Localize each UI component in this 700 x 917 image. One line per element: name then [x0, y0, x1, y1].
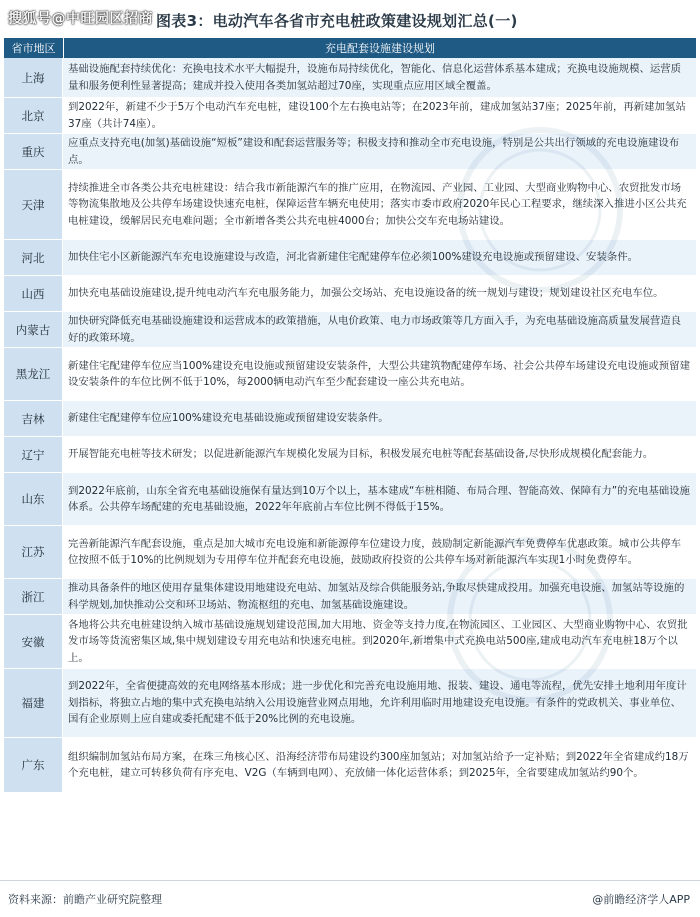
region-cell: 广东 [4, 738, 63, 792]
region-cell: 重庆 [4, 134, 63, 169]
table-row [4, 437, 696, 473]
table-row [4, 276, 696, 312]
plan-cell: 应重点支持充电(加氢)基础设施“短板”建设和配套运营服务等；积极支持和推动全市充电设施，特别是公共出行领域的充电设施建设布点。 [63, 134, 696, 169]
header-plan: 充电配套设施建设规划 [325, 42, 435, 55]
brand-label: @前瞻经济学人APP [592, 893, 690, 906]
chart-title: 图表3：电动汽车各省市充电桩政策建设规划汇总(一) [156, 12, 518, 30]
table-row [4, 615, 696, 669]
plan-cell: 加快充电基础设施建设,提升纯电动汽车充电服务能力，加强公交场站、充电设施设备的统一规划与建设；规划建设社区充电车位。 [63, 276, 696, 311]
table-row [4, 348, 696, 401]
header-region: 省市地区 [4, 38, 64, 58]
sohu-watermark: 搜狐号@中旺园区招商 [8, 11, 153, 27]
plan-cell: 到2022年，全省便捷高效的充电网络基本形成；进一步优化和完善充电设施用地、报装、建设、通电等流程，优先安排土地利用年度计划指标，将独立占地的集中式充换电站纳入公用设施营业网点用地，允许利用临时用地建设充电设施。有条件的党政机关、事业单位、国有企业原则上应自建或委托配建不低于20%比例的充电设施。 [63, 669, 696, 737]
region-cell: 山西 [4, 276, 63, 311]
region-cell: 上海 [4, 58, 63, 97]
brand-mark [592, 891, 690, 907]
table-row [4, 669, 696, 738]
table-row [4, 240, 696, 276]
plan-cell: 组织编制加氢站布局方案，在珠三角核心区、沿海经济带布局建设约300座加氢站；对加氢站给予一定补贴；到2022年全省建成约18万个充电桩，建立可转移负荷有序充电、V2G（车辆到电网）、充放储一体化运营体系；到2025年，全省要建成加氢站约90个。 [63, 738, 696, 792]
footer [0, 880, 700, 917]
table-row [4, 98, 696, 134]
region-cell: 内蒙古 [4, 312, 63, 347]
region-cell: 山东 [4, 473, 63, 525]
plan-cell: 开展智能充电桩等技术研发；以促进新能源汽车规模化发展为目标，积极发展充电桩等配套基础设备,尽快形成规模化配套能力。 [63, 437, 696, 472]
table-row [4, 738, 696, 793]
plan-cell: 到2022年底前，山东全省充电基础设施保有量达到10万个以上，基本建成“车桩相随、布局合理、智能高效、保障有力”的充电基础设施体系。公共停车场配建的充电基础设施，2022年年底前占车位比例不得低于15%。 [63, 473, 696, 525]
region-cell: 天津 [4, 170, 63, 239]
plan-cell: 新建住宅配建停车位应100%建设充电基础设施或预留建设安装条件。 [63, 401, 696, 436]
table-row [4, 579, 696, 615]
table-row [4, 473, 696, 526]
plan-cell: 各地将公共充电桩建设纳入城市基础设施规划建设范围,加大用地、资金等支持力度,在物流园区、工业园区、大型商业购物中心、农贸批发市场等货流密集区域,集中规划建设专用充电站和快速充电桩。到2020年,新增集中式充换电站500座,建成电动汽车充电桩18万个以上。 [63, 615, 696, 668]
region-cell: 北京 [4, 98, 63, 133]
plan-cell: 完善新能源汽车配套设施，重点是加大城市充电设施和新能源停车位建设力度，鼓励制定新能源汽车免费停车优惠政策。城市公共停车位按照不低于10%的比例规划为专用停车位并配套充电设施，鼓励政府投资的公共停车场对新能源汽车实现1小时免费停车。 [63, 526, 696, 578]
plan-cell: 新建住宅配建停车位应当100%建设充电设施或预留建设安装条件，大型公共建筑物配建停车场、社会公共停车场建设充电设施或预留建设安装条件的车位比例不低于10%，每2000辆电动汽车至少配套建设一座公共充电站。 [63, 348, 696, 400]
table-row [4, 526, 696, 579]
region-cell: 福建 [4, 669, 63, 737]
table-header [4, 38, 696, 58]
source-note: 资料来源：前瞻产业研究院整理 [8, 893, 162, 906]
table-body [4, 58, 696, 793]
region-cell: 辽宁 [4, 437, 63, 472]
table-row [4, 312, 696, 348]
region-cell: 吉林 [4, 401, 63, 436]
table-row [4, 401, 696, 437]
table-row [4, 58, 696, 98]
region-cell: 黑龙江 [4, 348, 63, 400]
region-cell: 安徽 [4, 615, 63, 668]
region-cell: 浙江 [4, 579, 63, 614]
plan-cell: 加快住宅小区新能源汽车充电设施建设与改造，河北省新建住宅配建停车位必须100%建设充电设施或预留建设、安装条件。 [63, 240, 696, 275]
region-cell: 河北 [4, 240, 63, 275]
title-bar [0, 0, 700, 40]
plan-cell: 到2022年，新建不少于5万个电动汽车充电桩，建设100个左右换电站等；在2023年前，建成加氢站37座；2025年前，再新建加氢站37座（共计74座）。 [63, 98, 696, 133]
table-row [4, 134, 696, 170]
table-row [4, 170, 696, 240]
plan-cell: 加快研究降低充电基础设施建设和运营成本的政策措施，从电价政策、电力市场政策等几方面入手，为充电基础设施高质量发展营造良好的政策环境。 [63, 312, 696, 347]
region-cell: 江苏 [4, 526, 63, 578]
plan-cell: 推动具备条件的地区使用存量集体建设用地建设充电站、加氢站及综合供能服务站,争取尽快建成投用。加强充电设施、加氢站等设施的科学规划,加快推动公交和环卫场站、物流枢纽的充电、加氢基础设施建设。 [63, 579, 696, 614]
plan-cell: 基础设施配套持续优化：充换电技术水平大幅提升，设施布局持续优化，智能化、信息化运营体系基本建成；充换电设施规模、运营质量和服务便利性显著提高；建成并投入使用各类加氢站超过70座，实现重点应用区域全覆盖。 [63, 58, 696, 97]
policy-table [4, 38, 696, 793]
plan-cell: 持续推进全市各类公共充电桩建设：结合我市新能源汽车的推广应用，在物流园、产业园、工业园、大型商业购物中心、农贸批发市场等物流集散地及公共停车场建设快速充电桩，保障运营车辆充电使用；落实市委市政府2020年民心工程要求，继续深入推进小区公共充电桩建设，缓解居民充电难问题；全市新增各类公共充电桩4000台；加快公交车充电场站建设。 [63, 170, 696, 239]
